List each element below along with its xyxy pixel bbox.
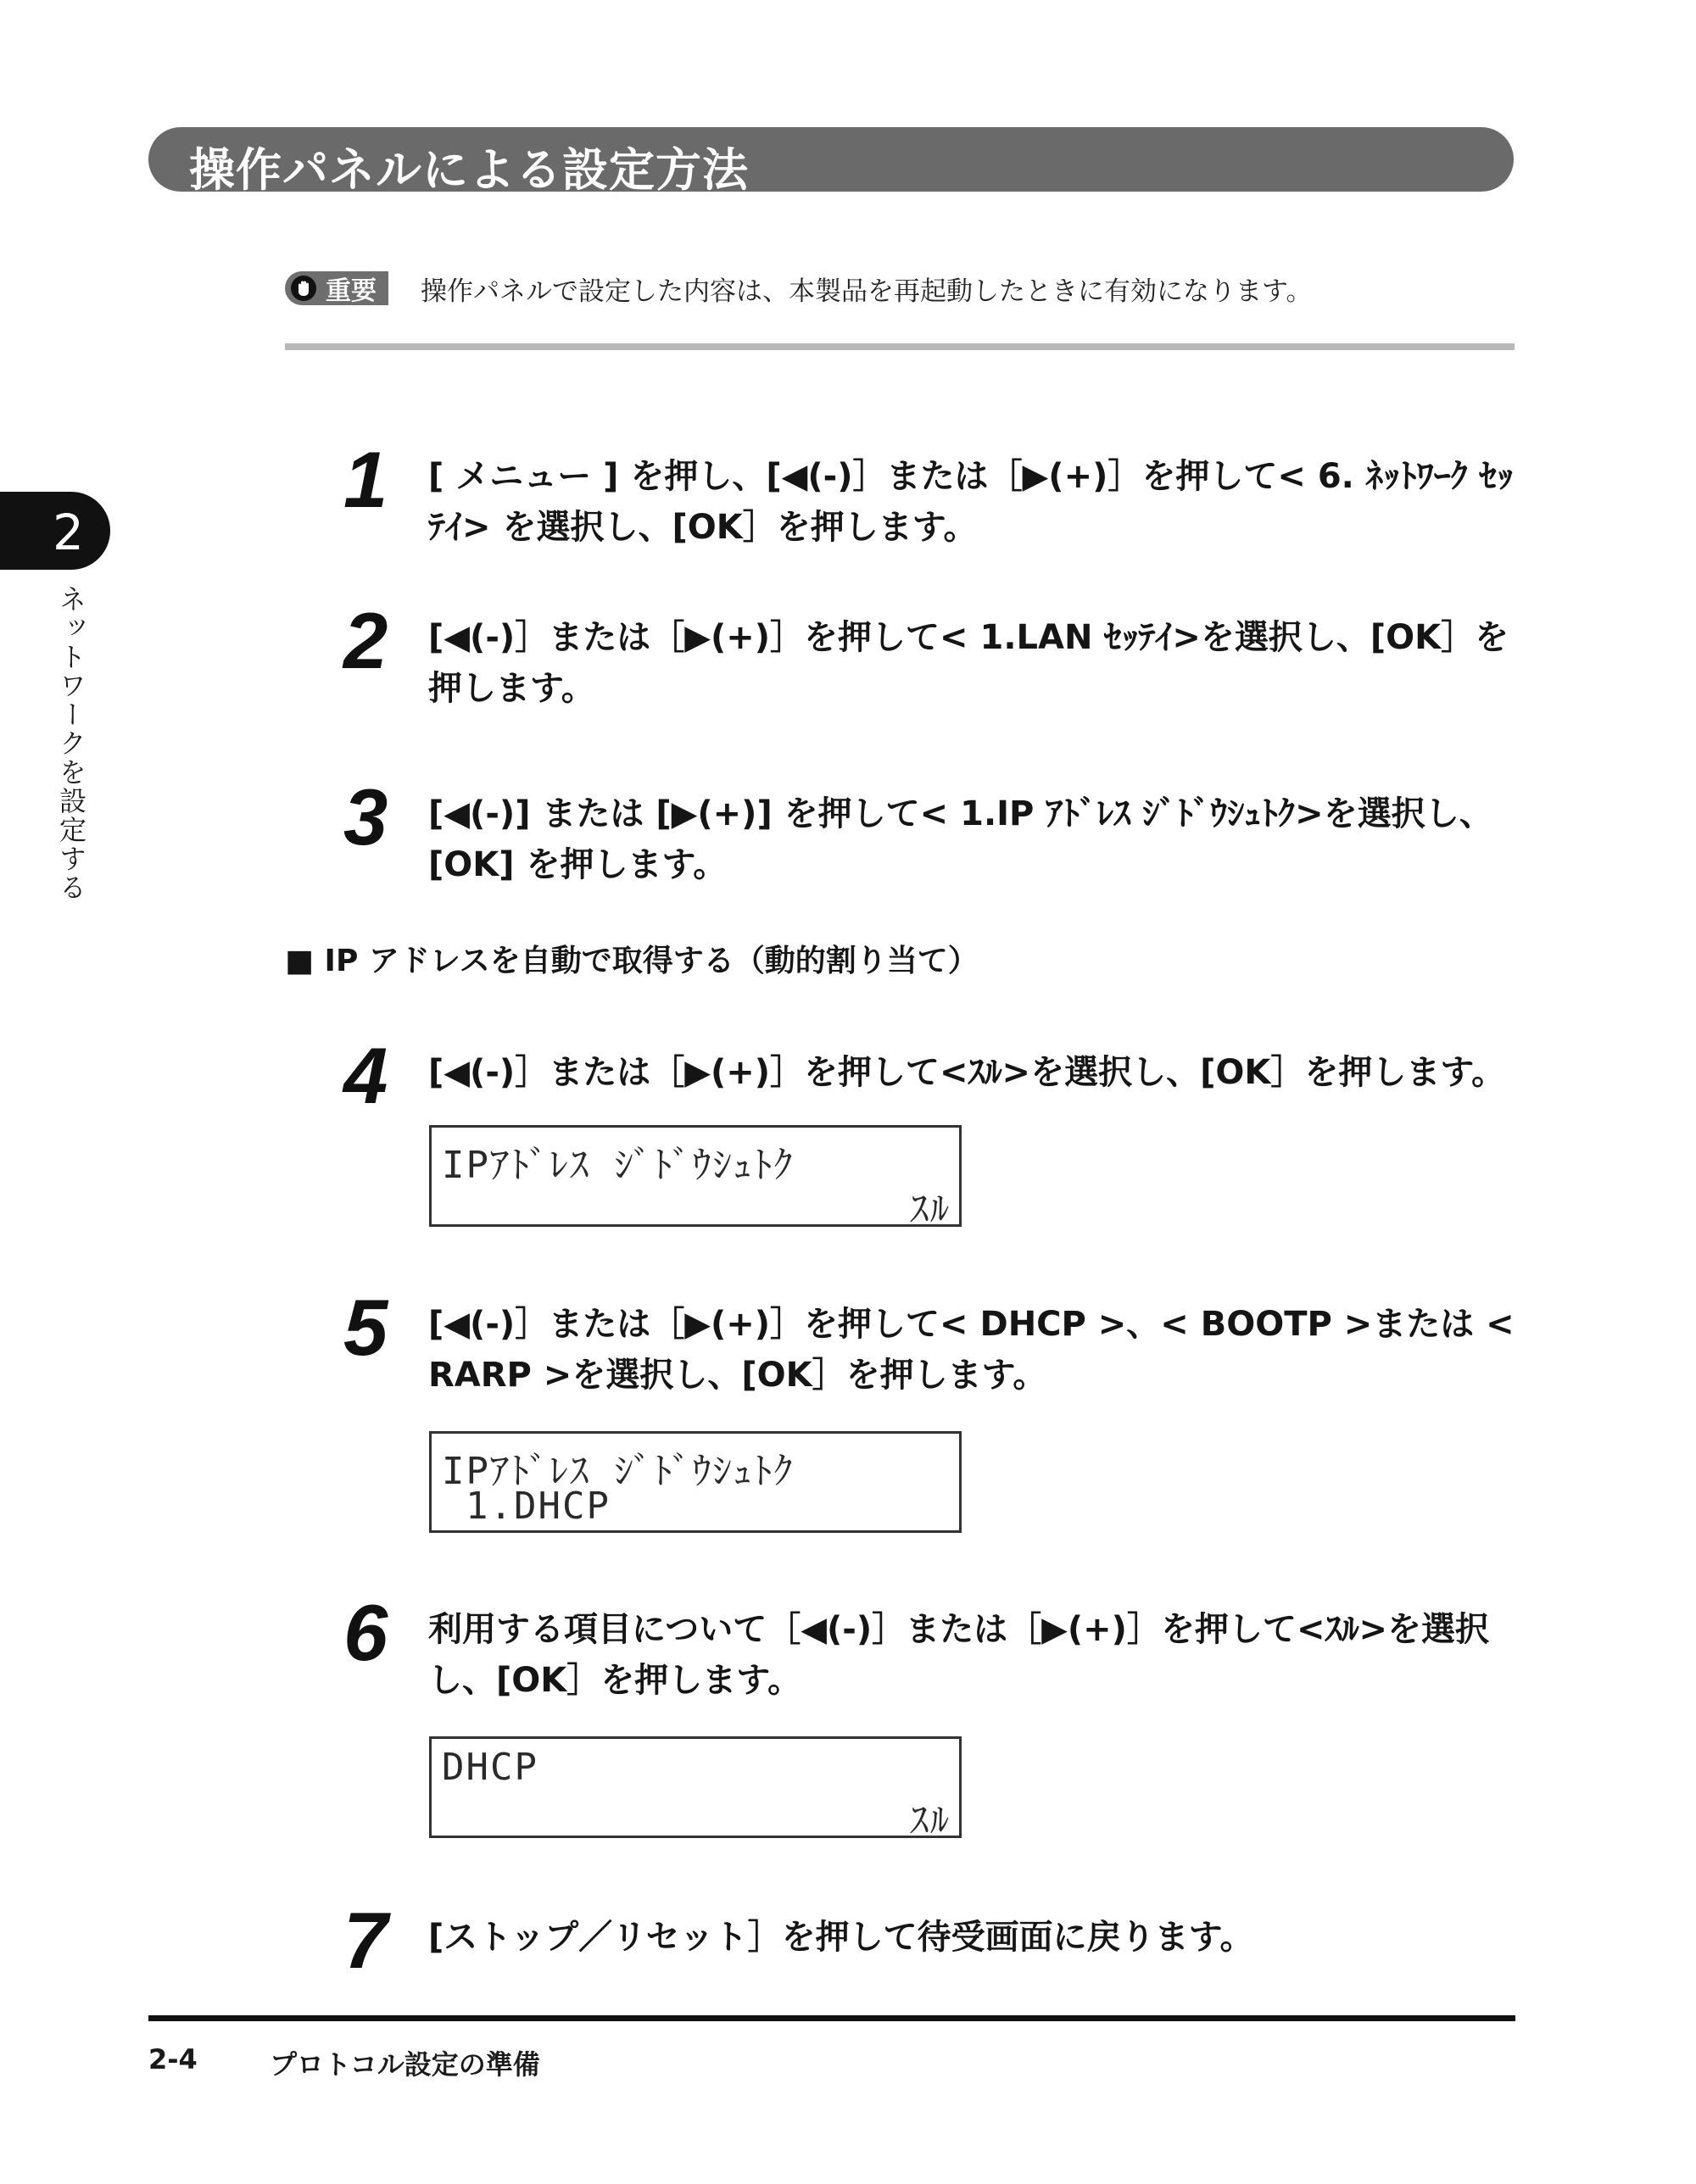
step-text: [◀(-)］または［▶(+)］を押して< 1.LAN ｾｯﾃｲ>を選択し、[OK］を押します。: [428, 618, 1509, 708]
step-text: 利用する項目について［◀(-)］または［▶(+)］を押して<ｽﾙ>を選択し、[OK］を押します。: [428, 1610, 1489, 1700]
lcd-line-1: DHCP: [442, 1746, 538, 1789]
chapter-number: 2: [53, 504, 84, 561]
step-number: 5: [343, 1283, 388, 1372]
important-divider: [285, 343, 1515, 350]
step-number: 1: [343, 435, 388, 524]
lcd-line-2: ｽﾙ: [910, 1799, 951, 1842]
important-text: 操作パネルで設定した内容は、本製品を再起動したときに有効になります。: [421, 276, 1313, 307]
lcd-line-1: IPｱﾄﾞﾚｽ ｼﾞﾄﾞｳｼｭﾄｸ: [442, 1450, 795, 1493]
important-badge-label: 重要: [326, 276, 377, 306]
step-text: [◀(-)] または [▶(+)] を押して< 1.IP ｱﾄﾞﾚｽ ｼﾞﾄﾞｳｼｭﾄｸ>を選択し、[OK] を押します。: [428, 794, 1493, 884]
lcd-line-2: ｽﾙ: [910, 1188, 951, 1231]
step-text: [◀(-)］または［▶(+)］を押して<ｽﾙ>を選択し、[OK］を押します。: [428, 1053, 1506, 1092]
section-heading: ■ IP アドレスを自動で取得する（動的割り当て）: [285, 944, 979, 978]
lcd-line-1: IPｱﾄﾞﾚｽ ｼﾞﾄﾞｳｼｭﾄｸ: [442, 1144, 795, 1187]
chapter-label: ネットワークを設定する: [55, 585, 87, 902]
footer-divider: [148, 2015, 1515, 2021]
step-number: 7: [343, 1896, 388, 1985]
important-badge: [285, 271, 388, 305]
step-text: [◀(-)］または［▶(+)］を押して< DHCP >、< BOOTP >または < RARP >を選択し、[OK］を押します。: [428, 1305, 1515, 1395]
footer-title: プロトコル設定の準備: [270, 2048, 540, 2081]
page-title: 操作パネルによる設定方法: [189, 143, 749, 197]
important-note: [285, 270, 1313, 307]
lcd-display: [429, 1431, 962, 1533]
step-number: 2: [343, 596, 388, 685]
section-title-bar: [148, 127, 1514, 197]
lcd-display: [429, 1125, 962, 1231]
step-number: 6: [343, 1588, 388, 1677]
lcd-line-2: 1.DHCP: [466, 1485, 611, 1528]
step-number: 4: [343, 1031, 388, 1120]
step-number: 3: [343, 772, 388, 861]
step-text: [ストップ／リセット］を押して待受画面に戻ります。: [428, 1918, 1254, 1957]
page-number: 2-4: [148, 2043, 198, 2075]
chapter-tab: [0, 492, 110, 570]
lcd-display: [429, 1736, 962, 1842]
step-text: [ メニュー ] を押し、[◀(-)］または［▶(+)］を押して< 6. ﾈｯﾄﾜｰｸ ｾｯﾃｲ> を選択し、[OK］を押します。: [428, 457, 1514, 547]
hand-stop-icon: [290, 275, 317, 302]
